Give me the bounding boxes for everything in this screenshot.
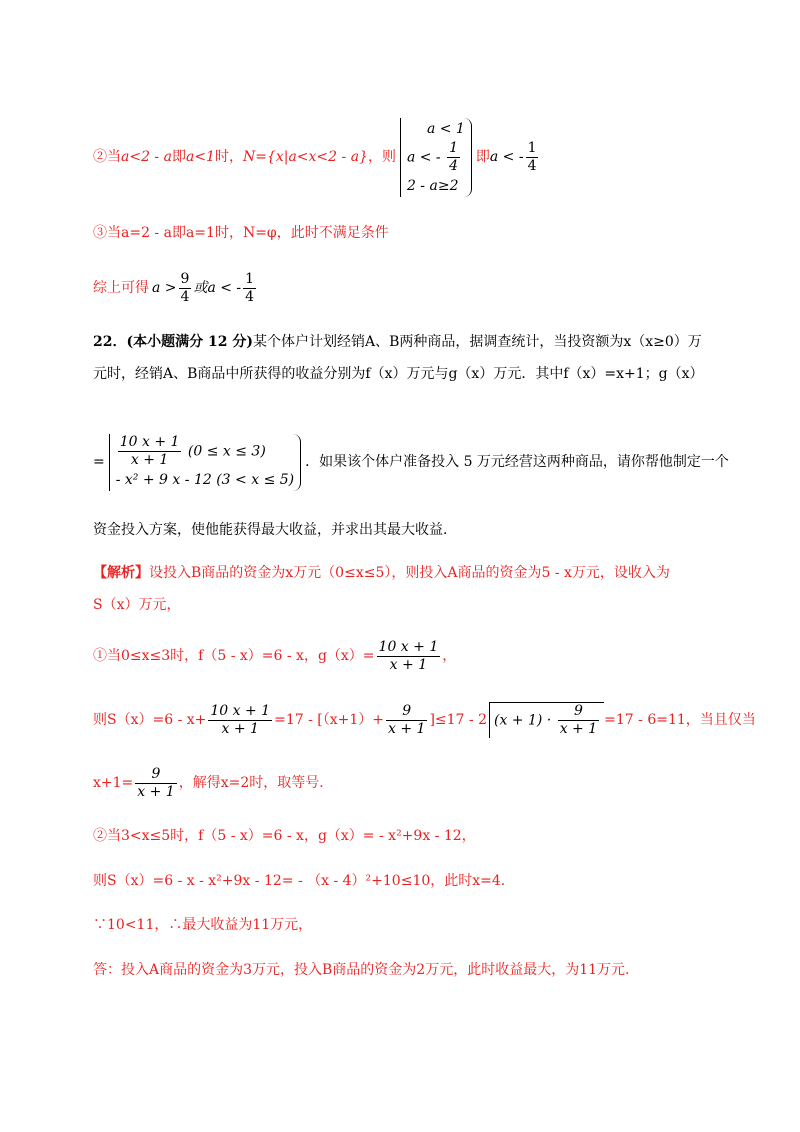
- sol-s-line: 则S（x）=6 - x+ $\frac{10 x + 1}{x + 1}$ =17 - [（x+1）+ $\frac{9}{x + 1}$ ]≤17 - 2 (x + 1) · $\frac{9}{x + 1}$ =17 - 6=11，当且仅当: [93, 702, 756, 737]
- sol-compare: ∵10<11，∴最大收益为11万元，: [93, 917, 313, 933]
- sol-answer: 答：投入A商品的资金为3万元，投入B商品的资金为2万元，此时收益最大，为11万元.: [93, 962, 630, 978]
- q22-line1: 22．(本小题满分 12 分)某个体户计划经销A、B两种商品，据调查统计，当投资额为x（x≥0）万: [93, 334, 702, 350]
- case2-line: ②当a<2 - a即a<1时，N={x|a<x<2 - a}，则 a < 1 a < - $\frac{1}{4}$ 2 - a≥2 即 a < - $\frac{1}{4}$: [93, 117, 540, 197]
- sol-line2: S（x）万元，: [93, 597, 181, 613]
- case3-line: ③当a=2 - a即a=1时，N=φ，此时不满足条件: [93, 225, 389, 241]
- sqrt-expression: (x + 1) · $\frac{9}{x + 1}$: [489, 702, 604, 738]
- sol-case2b: 则S（x）=6 - x - x²+9x - 12= - （x - 4）²+10≤10，此时x=4.: [93, 873, 506, 889]
- q22-line2: 元时，经销A、B商品中所获得的收益分别为f（x）万元与g（x）万元．其中f（x）=x+1；g（x）: [93, 366, 704, 382]
- q22-line4: 资金投入方案，使他能获得最大收益，并求出其最大收益.: [93, 522, 448, 538]
- sol-case2: ②当3<x≤5时，f（5 - x）=6 - x，g（x）= - x²+9x - 12，: [93, 828, 476, 844]
- sol-line1: 【解析】设投入B商品的资金为x万元（0≤x≤5），则投入A商品的资金为5 - x万元，设收入为: [93, 565, 670, 581]
- sol-eq-line: x+1= $\frac{9}{x + 1}$ ，解得x=2时，取等号.: [93, 765, 324, 800]
- summary-line: 综上可得 a > $\frac{9}{4}$ 或a < - $\frac{1}{4}$: [93, 270, 255, 305]
- case2-system: a < 1 a < - $\frac{1}{4}$ 2 - a≥2: [400, 118, 472, 197]
- q22-piecewise: = $\frac{10 x + 1}{x + 1}$ (0 ≤ x ≤ 3) - x² + 9 x - 12 (3 < x ≤ 5) ．如果该个体户准备投入 5 万元经营这两种商品，请你帮他制定一个: [93, 428, 729, 496]
- piecewise-brace: $\frac{10 x + 1}{x + 1}$ (0 ≤ x ≤ 3) - x² + 9 x - 12 (3 < x ≤ 5): [109, 434, 301, 491]
- sol-case1: ①当0≤x≤3时，f（5 - x）=6 - x，g（x）= $\frac{10 x + 1}{x + 1}$ ，: [93, 638, 457, 673]
- case2-text: ②当a<2 - a即a<1时，N={x|a<x<2 - a}，则: [93, 149, 396, 165]
